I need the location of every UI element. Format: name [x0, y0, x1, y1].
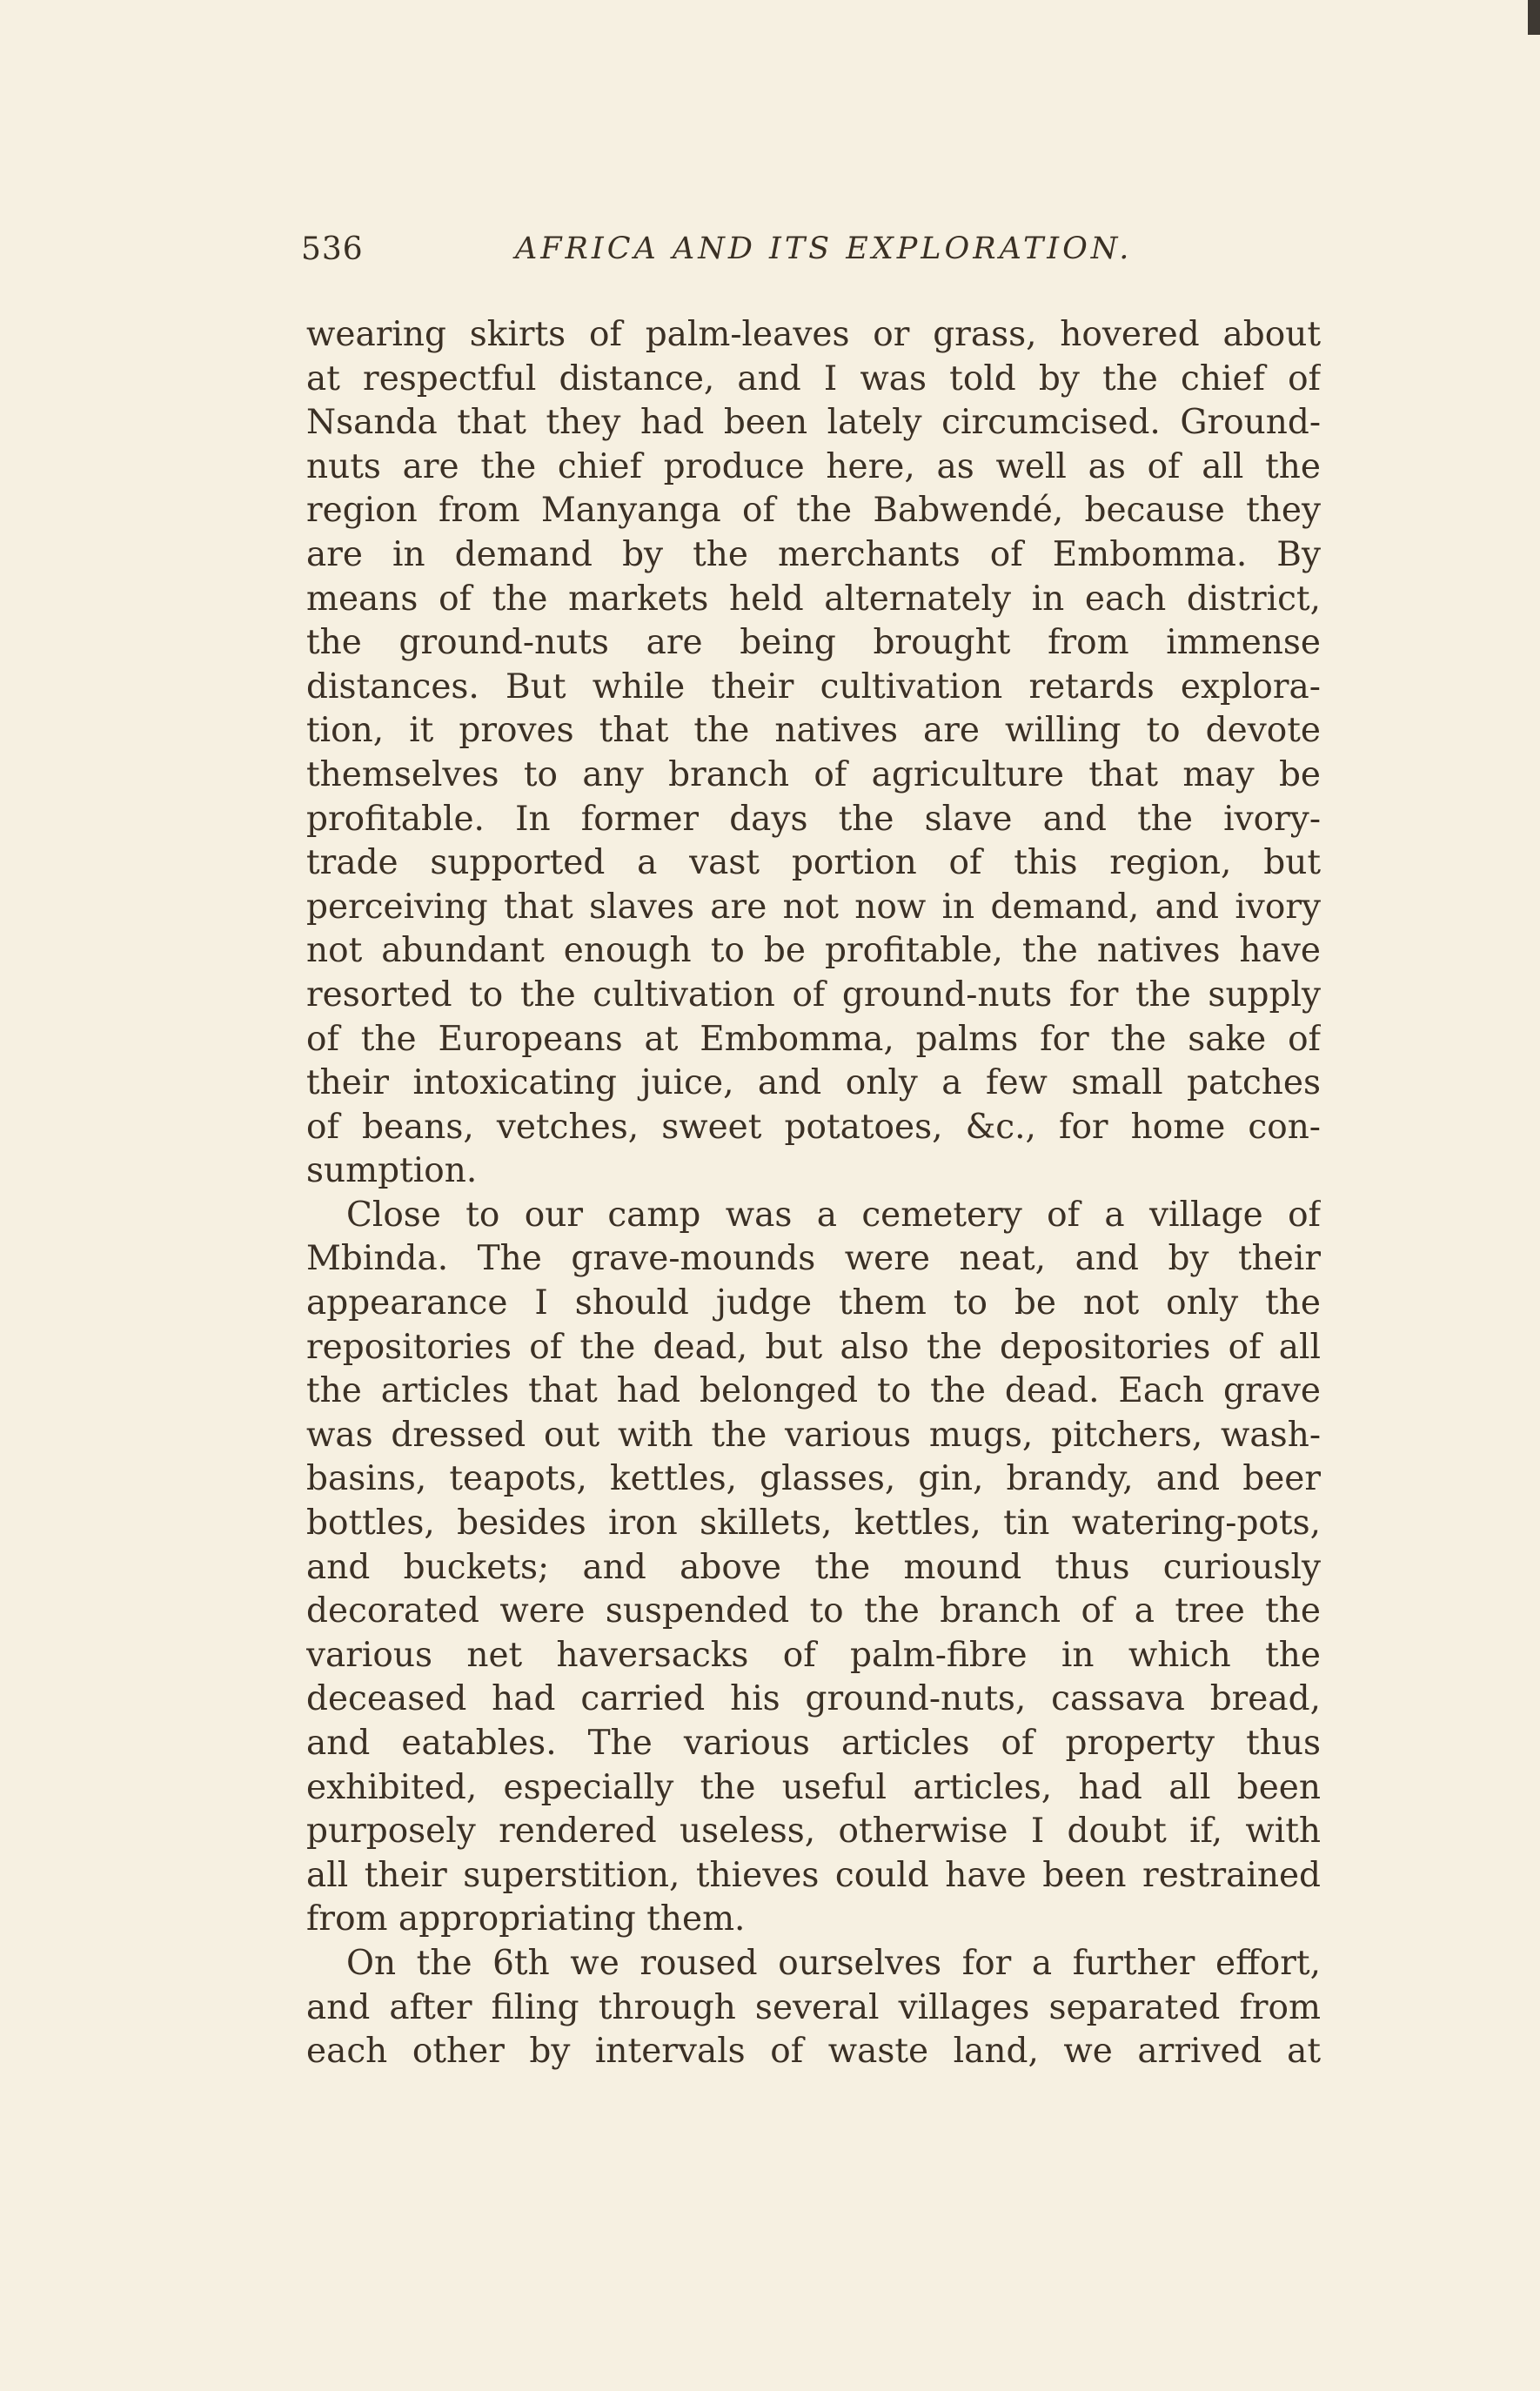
- paragraph: [306, 1194, 1321, 1942]
- text-line: decorated were suspended to the branch of a tree the: [306, 1591, 1321, 1631]
- text-line: basins, teapots, kettles, glasses, gin, brandy, and beer: [306, 1459, 1321, 1499]
- text-line: resorted to the cultivation of ground-nuts for the supply: [306, 974, 1321, 1015]
- text-line: was dressed out with the various mugs, pitchers, wash-: [306, 1415, 1321, 1455]
- text-line: and after filing through several villages separated from: [306, 1987, 1321, 2027]
- text-line: not abundant enough to be profitable, the natives have: [306, 931, 1321, 971]
- text-line: and buckets; and above the mound thus curiously: [306, 1547, 1321, 1587]
- text-line: nuts are the chief produce here, as well as of all the: [306, 446, 1321, 486]
- text-line: distances. But while their cultivation retards explora-: [306, 666, 1321, 707]
- text-line: all their superstition, thieves could have been restrained: [306, 1855, 1321, 1895]
- page-edge-mark: [1528, 0, 1540, 35]
- text-line: at respectful distance, and I was told by the chief of: [306, 358, 1321, 398]
- text-line: and eatables. The various articles of property thus: [306, 1724, 1321, 1763]
- text-line: sumption.: [306, 1151, 478, 1191]
- text-line: means of the markets held alternately in each district,: [306, 579, 1321, 619]
- text-line: themselves to any branch of agriculture that may be: [306, 754, 1321, 794]
- text-line: Nsanda that they had been lately circumcised. Ground-: [306, 403, 1321, 443]
- text-line: the ground-nuts are being brought from immense: [306, 623, 1321, 663]
- text-line: exhibited, especially the useful articles, had all been: [306, 1767, 1321, 1807]
- text-line: Close to our camp was a cemetery of a village of: [346, 1195, 1321, 1235]
- text-line: various net haversacks of palm-fibre in which the: [306, 1635, 1321, 1675]
- text-line: trade supported a vast portion of this region, but: [306, 843, 1321, 883]
- text-line: purposely rendered useless, otherwise I doubt if, with: [306, 1812, 1321, 1852]
- text-line: the articles that had belonged to the dead. Each grave: [306, 1371, 1321, 1411]
- text-line: region from Manyanga of the Babwendé, because they: [306, 491, 1321, 531]
- text-line: deceased had carried his ground-nuts, cassava bread,: [306, 1679, 1321, 1719]
- text-line: their intoxicating juice, and only a few small patches: [306, 1063, 1321, 1103]
- text-line: bottles, besides iron skillets, kettles, tin watering-pots,: [306, 1504, 1321, 1544]
- text-line: tion, it proves that the natives are willing to devote: [306, 711, 1321, 751]
- paragraph: [306, 1942, 1321, 2074]
- text-line: Mbinda. The grave-mounds were neat, and by their: [306, 1239, 1321, 1279]
- page-number: 536: [301, 231, 364, 267]
- text-line: from appropriating them.: [306, 1899, 746, 1939]
- text-line: of beans, vetches, sweet potatoes, &c., for home con-: [306, 1107, 1321, 1147]
- text-line: perceiving that slaves are not now in demand, and ivory: [306, 887, 1321, 927]
- body-text: [306, 313, 1321, 2074]
- text-line: are in demand by the merchants of Embomma. By: [306, 534, 1321, 574]
- text-line: profitable. In former days the slave and the ivory-: [306, 799, 1321, 839]
- text-line: repositories of the dead, but also the depositories of all: [306, 1327, 1321, 1367]
- text-line: of the Europeans at Embomma, palms for the sake of: [306, 1019, 1321, 1059]
- text-line: appearance I should judge them to be not only the: [306, 1283, 1321, 1323]
- paragraph: [306, 313, 1321, 1194]
- text-line: On the 6th we roused ourselves for a further effort,: [346, 1943, 1321, 1983]
- text-line: each other by intervals of waste land, we arrived at: [306, 2032, 1321, 2072]
- page-header: [301, 231, 1319, 284]
- text-line: wearing skirts of palm-leaves or grass, hovered about: [306, 315, 1321, 354]
- running-title: AFRICA AND ITS EXPLORATION.: [515, 231, 1133, 266]
